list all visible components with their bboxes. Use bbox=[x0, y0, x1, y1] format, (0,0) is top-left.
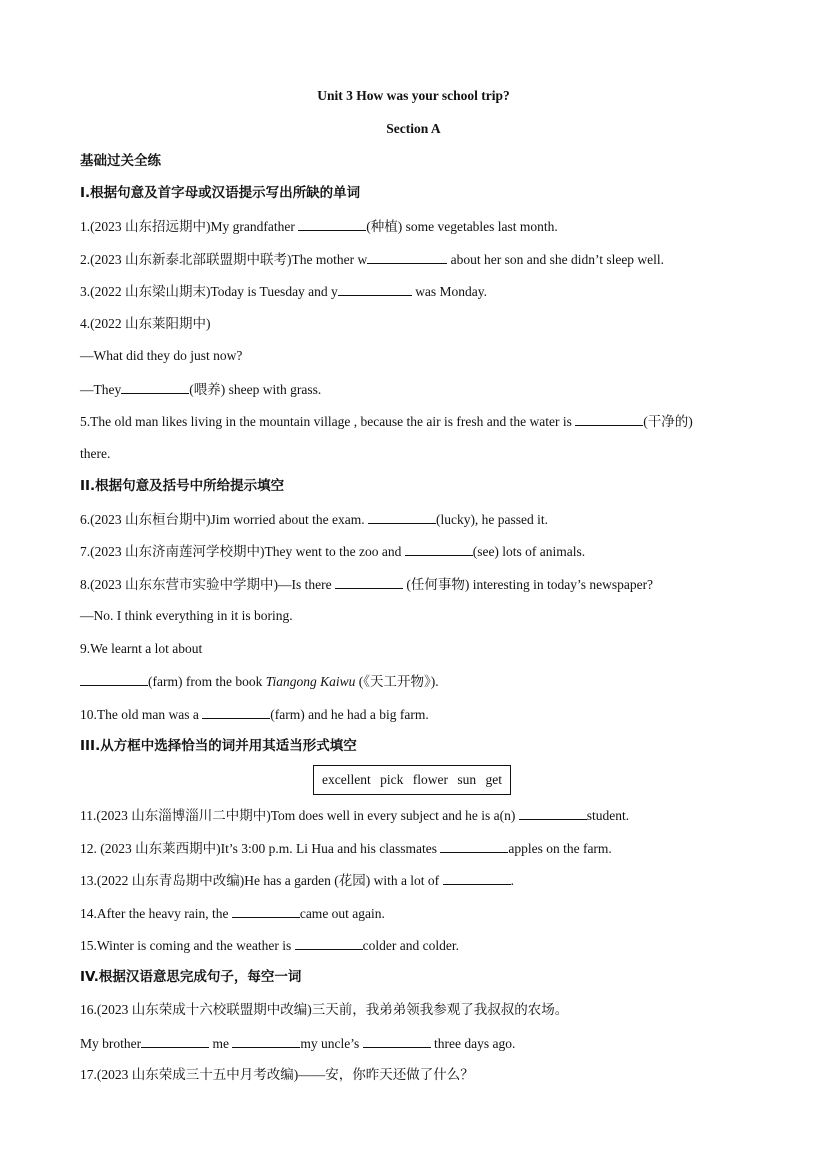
q13-text-end: . bbox=[510, 873, 514, 888]
q9-book-title: Tiangong Kaiwu bbox=[265, 674, 356, 689]
q16-blank-2[interactable] bbox=[232, 1034, 300, 1048]
question-13 bbox=[80, 871, 760, 890]
word-pick: pick bbox=[380, 772, 404, 787]
q4-answer-line bbox=[80, 380, 760, 399]
question-7 bbox=[80, 542, 760, 561]
q14-blank[interactable] bbox=[232, 904, 300, 918]
q2-text-end: about her son and she didn’t sleep well. bbox=[447, 252, 665, 267]
q3-text: 3.(2022 山东梁山期末)Today is Tuesday and y bbox=[80, 284, 338, 299]
q2-blank[interactable] bbox=[367, 250, 447, 264]
question-11 bbox=[80, 806, 760, 825]
q4-question-line: —What did they do just now? bbox=[80, 348, 243, 363]
question-15 bbox=[80, 936, 760, 955]
q6-text: 6.(2023 山东桓台期中)Jim worried about the exam. bbox=[80, 512, 368, 527]
q6-blank[interactable] bbox=[368, 510, 436, 524]
q15-text: 15.Winter is coming and the weather is bbox=[80, 938, 295, 953]
q2-text: 2.(2023 山东新泰北部联盟期中联考)The mother w bbox=[80, 252, 368, 267]
q16-text-end: three days ago. bbox=[430, 1036, 516, 1051]
q1-text: 1.(2023 山东招远期中)My grandfather bbox=[80, 219, 299, 234]
q10-blank[interactable] bbox=[202, 705, 270, 719]
q9-continuation bbox=[80, 672, 760, 691]
q8-blank[interactable] bbox=[335, 575, 403, 589]
q4-text: —They bbox=[80, 382, 122, 397]
q3-text-end: was Monday. bbox=[411, 284, 488, 299]
q11-blank[interactable] bbox=[519, 806, 587, 820]
q7-text: 7.(2023 山东济南莲河学校期中)They went to the zoo and bbox=[80, 544, 405, 559]
q5-text: 5.The old man likes living in the mountain village , because the air is fresh and the water is bbox=[80, 414, 576, 429]
q9-text-end: (《天工开物》). bbox=[355, 674, 439, 689]
q5-continuation: there. bbox=[80, 446, 111, 461]
word-sun: sun bbox=[457, 772, 477, 787]
q11-text-end: student. bbox=[586, 808, 630, 823]
word-box bbox=[313, 765, 511, 795]
q13-text: 13.(2022 山东青岛期中改编)He has a garden (花园) with a lot of bbox=[80, 873, 443, 888]
word-get: get bbox=[485, 772, 502, 787]
q14-text-end: came out again. bbox=[299, 906, 385, 921]
question-12 bbox=[80, 839, 760, 858]
part1-heading: I.根据句意及首字母或汉语提示写出所缺的单词 bbox=[80, 185, 361, 201]
q16-blank-3[interactable] bbox=[363, 1034, 431, 1048]
q7-blank[interactable] bbox=[405, 542, 473, 556]
q15-blank[interactable] bbox=[295, 936, 363, 950]
question-1 bbox=[80, 217, 760, 236]
q16-blank-1[interactable] bbox=[141, 1034, 209, 1048]
q12-text: 12. (2023 山东莱西期中)It’s 3:00 p.m. Li Hua and his classmates bbox=[80, 841, 441, 856]
q4-text-end: (喂养) sheep with grass. bbox=[189, 382, 322, 397]
q13-blank[interactable] bbox=[443, 871, 511, 885]
q9-text: (farm) from the book bbox=[148, 674, 266, 689]
q16-answer-line bbox=[80, 1034, 760, 1053]
q5-hint: (干净的) bbox=[643, 414, 693, 429]
q5-blank[interactable] bbox=[575, 412, 643, 426]
q3-blank[interactable] bbox=[338, 282, 412, 296]
word-excellent: excellent bbox=[322, 772, 371, 787]
q16-text: My brother bbox=[80, 1036, 142, 1051]
question-5 bbox=[80, 412, 760, 431]
part2-heading: II.根据句意及括号中所给提示填空 bbox=[80, 478, 285, 494]
q8-text-end: (任何事物) interesting in today’s newspaper? bbox=[402, 577, 654, 592]
q4-blank[interactable] bbox=[121, 380, 189, 394]
question-9: 9.We learnt a lot about bbox=[80, 641, 203, 656]
question-2 bbox=[80, 250, 760, 269]
question-3 bbox=[80, 282, 760, 301]
q8-answer-line: —No. I think everything in it is boring. bbox=[80, 608, 293, 623]
q15-text-end: colder and colder. bbox=[362, 938, 459, 953]
unit-title: Unit 3 How was your school trip? bbox=[317, 88, 510, 103]
q10-text: 10.The old man was a bbox=[80, 707, 203, 722]
question-4: 4.(2022 山东莱阳期中) bbox=[80, 316, 211, 331]
question-17: 17.(2023 山东荣成三十五中月考改编)——安，你昨天还做了什么？ bbox=[80, 1067, 474, 1082]
q1-blank[interactable] bbox=[298, 217, 366, 231]
q12-blank[interactable] bbox=[440, 839, 508, 853]
q8-text: 8.(2023 山东东营市实验中学期中)—Is there bbox=[80, 577, 335, 592]
question-16: 16.(2023 山东荣成十六校联盟期中改编)三天前，我弟弟领我参观了我叔叔的农场。 bbox=[80, 1002, 569, 1017]
q9-blank[interactable] bbox=[80, 672, 148, 686]
q16-text-3: my uncle’s bbox=[300, 1036, 363, 1051]
question-6 bbox=[80, 510, 760, 529]
question-14 bbox=[80, 904, 760, 923]
section-title: Section A bbox=[386, 121, 441, 136]
q12-text-end: apples on the farm. bbox=[508, 841, 612, 856]
part4-heading: IV.根据汉语意思完成句子，每空一词 bbox=[80, 969, 302, 985]
main-heading: 基础过关全练 bbox=[80, 153, 161, 169]
part3-heading: III.从方框中选择恰当的词并用其适当形式填空 bbox=[80, 738, 357, 754]
q10-text-end: (farm) and he had a big farm. bbox=[270, 707, 429, 722]
q1-text-end: (种植) some vegetables last month. bbox=[366, 219, 558, 234]
q14-text: 14.After the heavy rain, the bbox=[80, 906, 232, 921]
q7-text-end: (see) lots of animals. bbox=[472, 544, 586, 559]
q6-text-end: (lucky), he passed it. bbox=[435, 512, 549, 527]
q16-text-2: me bbox=[209, 1036, 233, 1051]
word-flower: flower bbox=[412, 772, 448, 787]
q11-text: 11.(2023 山东淄博淄川二中期中)Tom does well in every subject and he is a(n) bbox=[80, 808, 519, 823]
question-8 bbox=[80, 575, 760, 594]
question-10 bbox=[80, 705, 760, 724]
